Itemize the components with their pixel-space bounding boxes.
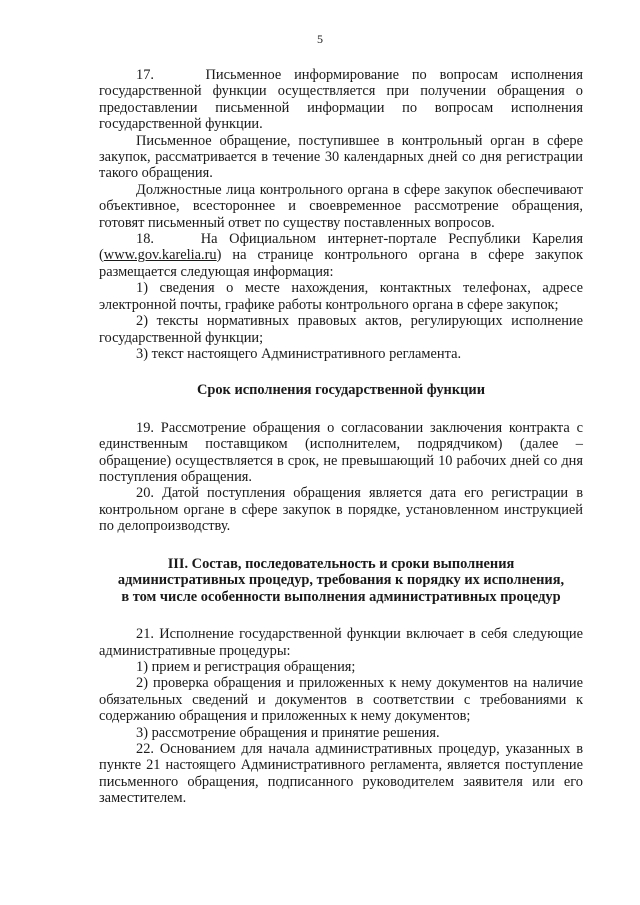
list-item-18-1: 1) сведения о месте нахождения, контактных телефонах, адресе электронной почты, графике работы контрольного органа в сфере закупок; — [99, 280, 583, 313]
paragraph-17: 17. Письменное информирование по вопросам исполнения государственной функции осуществляется при получении обращения о предоставлении письменной информации по вопросам исполнения государственной функции. — [99, 67, 583, 133]
paragraph-18 — [99, 231, 583, 280]
list-item-18-2: 2) тексты нормативных правовых актов, регулирующих исполнение государственной функции; — [99, 313, 583, 346]
section-heading-line-2: административных процедур, требования к порядку их исполнения, — [117, 572, 565, 589]
paragraph-21: 21. Исполнение государственной функции включает в себя следующие административные процедуры: — [99, 626, 583, 659]
document-body — [99, 67, 583, 807]
page-number: 5 — [317, 32, 323, 46]
list-item-21-3: 3) рассмотрение обращения и принятие решения. — [136, 724, 440, 741]
heading-term: Срок исполнения государственной функции — [196, 382, 486, 399]
list-item-18-3: 3) текст настоящего Административного регламента. — [136, 345, 462, 362]
paragraph-22: 22. Основанием для начала административных процедур, указанных в пункте 21 настоящего Административного регламента, является поступление письменного обращения, подписанного руководителем заявителя или его заместителем. — [99, 741, 583, 807]
gov-karelia-link[interactable]: www.gov.karelia.ru — [103, 247, 217, 264]
list-item-21-2: 2) проверка обращения и приложенных к нему документов на наличие обязательных сведений и документов в соответствии с требованиями к содержанию обращения и приложенных к нему документов; — [99, 675, 583, 725]
paragraph-20: 20. Датой поступления обращения является дата его регистрации в контрольном органе в сфере закупок в порядке, установленном инструкцией по делопроизводству. — [99, 485, 583, 535]
section-heading-line-3: в том числе особенности выполнения административных процедур — [121, 588, 561, 605]
section-3-heading — [99, 556, 583, 606]
paragraph-18-tail: ) на странице контрольного органа в сфере закупок размещается следующая информация: — [99, 247, 583, 280]
paragraph-19: 19. Рассмотрение обращения о согласовании заключения контракта с единственным поставщиком (исполнителем, подрядчиком) (далее – обращение) осуществляется в срок, не превышающий 10 рабочих дней со дня поступления обращения. — [99, 419, 583, 486]
section-heading-line-1: III. Состав, последовательность и сроки выполнения — [167, 555, 515, 572]
paragraph-17-review-period: Письменное обращение, поступившее в контрольный орган в сфере закупок, рассматривается в течение 30 календарных дней со дня регистрации такого обращения. — [99, 132, 583, 182]
paragraph-17-officials: Должностные лица контрольного органа в сфере закупок обеспечивают объективное, всестороннее и своевременное рассмотрение обращения, готовят письменный ответ по существу поставленных вопросов. — [99, 181, 583, 231]
list-item-21-1: 1) прием и регистрация обращения; — [136, 658, 356, 675]
paragraph-18-lead: 18. На Официальном интернет-портале Республики Карелия ( — [99, 231, 583, 264]
